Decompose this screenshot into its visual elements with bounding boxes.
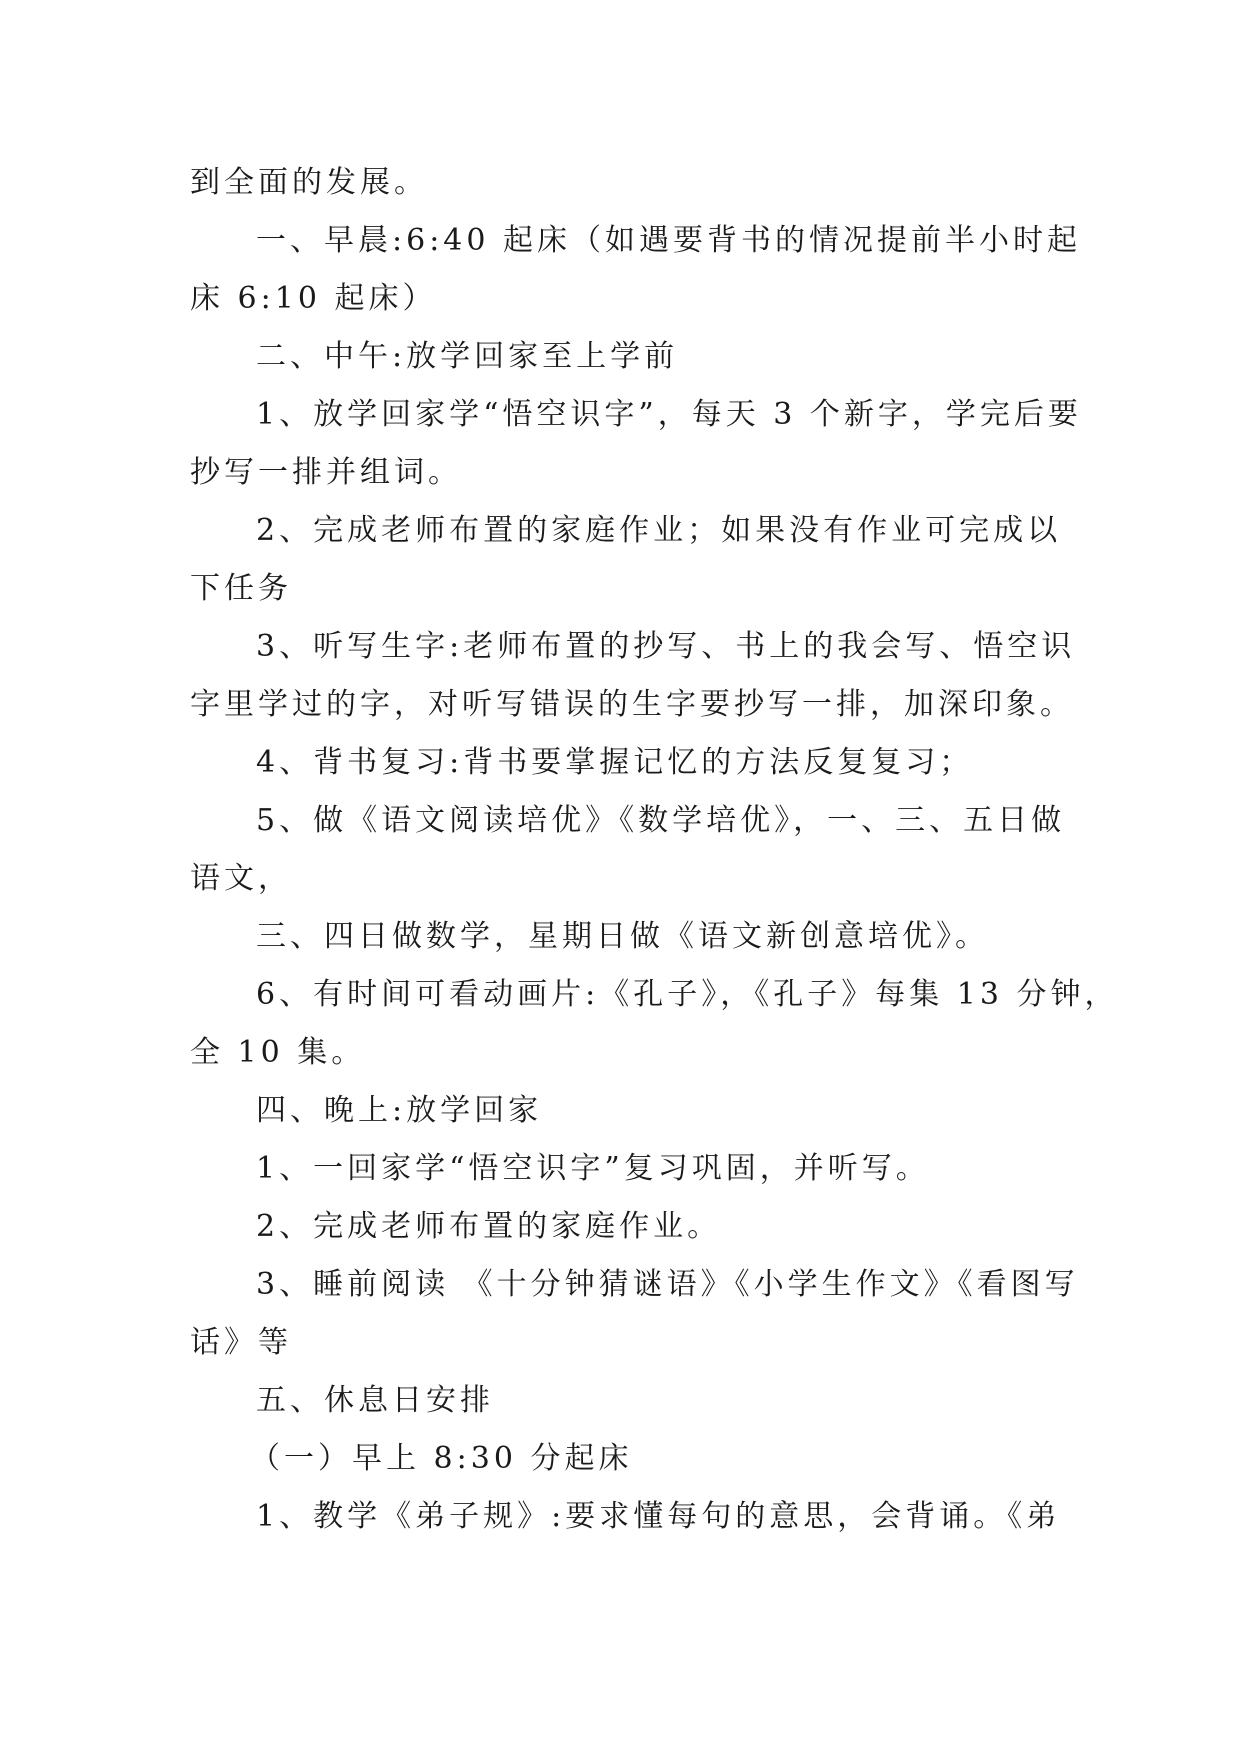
paragraph-line: 2、完成老师布置的家庭作业。 [256,1209,722,1244]
paragraph-line: 2、完成老师布置的家庭作业；如果没有作业可完成以 [256,513,1062,548]
paragraph-line: 4、背书复习:背书要掌握记忆的方法反复复习； [256,745,974,780]
subsection-heading: （一）早上 8:30 分起床 [250,1441,633,1476]
paragraph-line: 床 6:10 起床） [190,281,437,316]
paragraph-line: 5、做《语文阅读培优》《数学培优》，一、三、五日做 [256,803,1066,838]
paragraph-line: 3、听写生字:老师布置的抄写、书上的我会写、悟空识 [256,629,1076,664]
paragraph-line: 到全面的发展。 [190,165,428,200]
paragraph-line: 全 10 集。 [190,1035,366,1070]
paragraph-line: 字里学过的字，对听写错误的生字要抄写一排，加深印象。 [190,687,1074,722]
paragraph-line: 语文， [190,861,292,896]
paragraph-line: 话》等 [190,1325,292,1360]
section-heading: 二、中午:放学回家至上学前 [256,339,679,374]
paragraph-line: 1、一回家学“悟空识字”复习巩固，并听写。 [256,1151,930,1186]
section-heading: 五、休息日安排 [256,1383,494,1418]
section-heading: 四、晚上:放学回家 [256,1093,543,1128]
paragraph-line: 6、有时间可看动画片:《孔子》，《孔子》每集 13 分钟， [256,977,1119,1012]
paragraph-line: 1、放学回家学“悟空识字”，每天 3 个新字，学完后要 [256,397,1082,432]
paragraph-line: 1、教学《弟子规》:要求懂每句的意思，会背诵。《弟 [256,1499,1061,1534]
paragraph-line: 一、早晨:6:40 起床（如遇要背书的情况提前半小时起 [256,223,1082,258]
paragraph-line: 抄写一排并组词。 [190,455,462,490]
paragraph-line: 3、睡前阅读 《十分钟猜谜语》《小学生作文》《看图写 [256,1267,1079,1302]
paragraph-line: 下任务 [190,571,292,606]
document-body [190,154,1119,1546]
paragraph-line: 三、四日做数学，星期日做《语文新创意培优》。 [256,919,989,954]
